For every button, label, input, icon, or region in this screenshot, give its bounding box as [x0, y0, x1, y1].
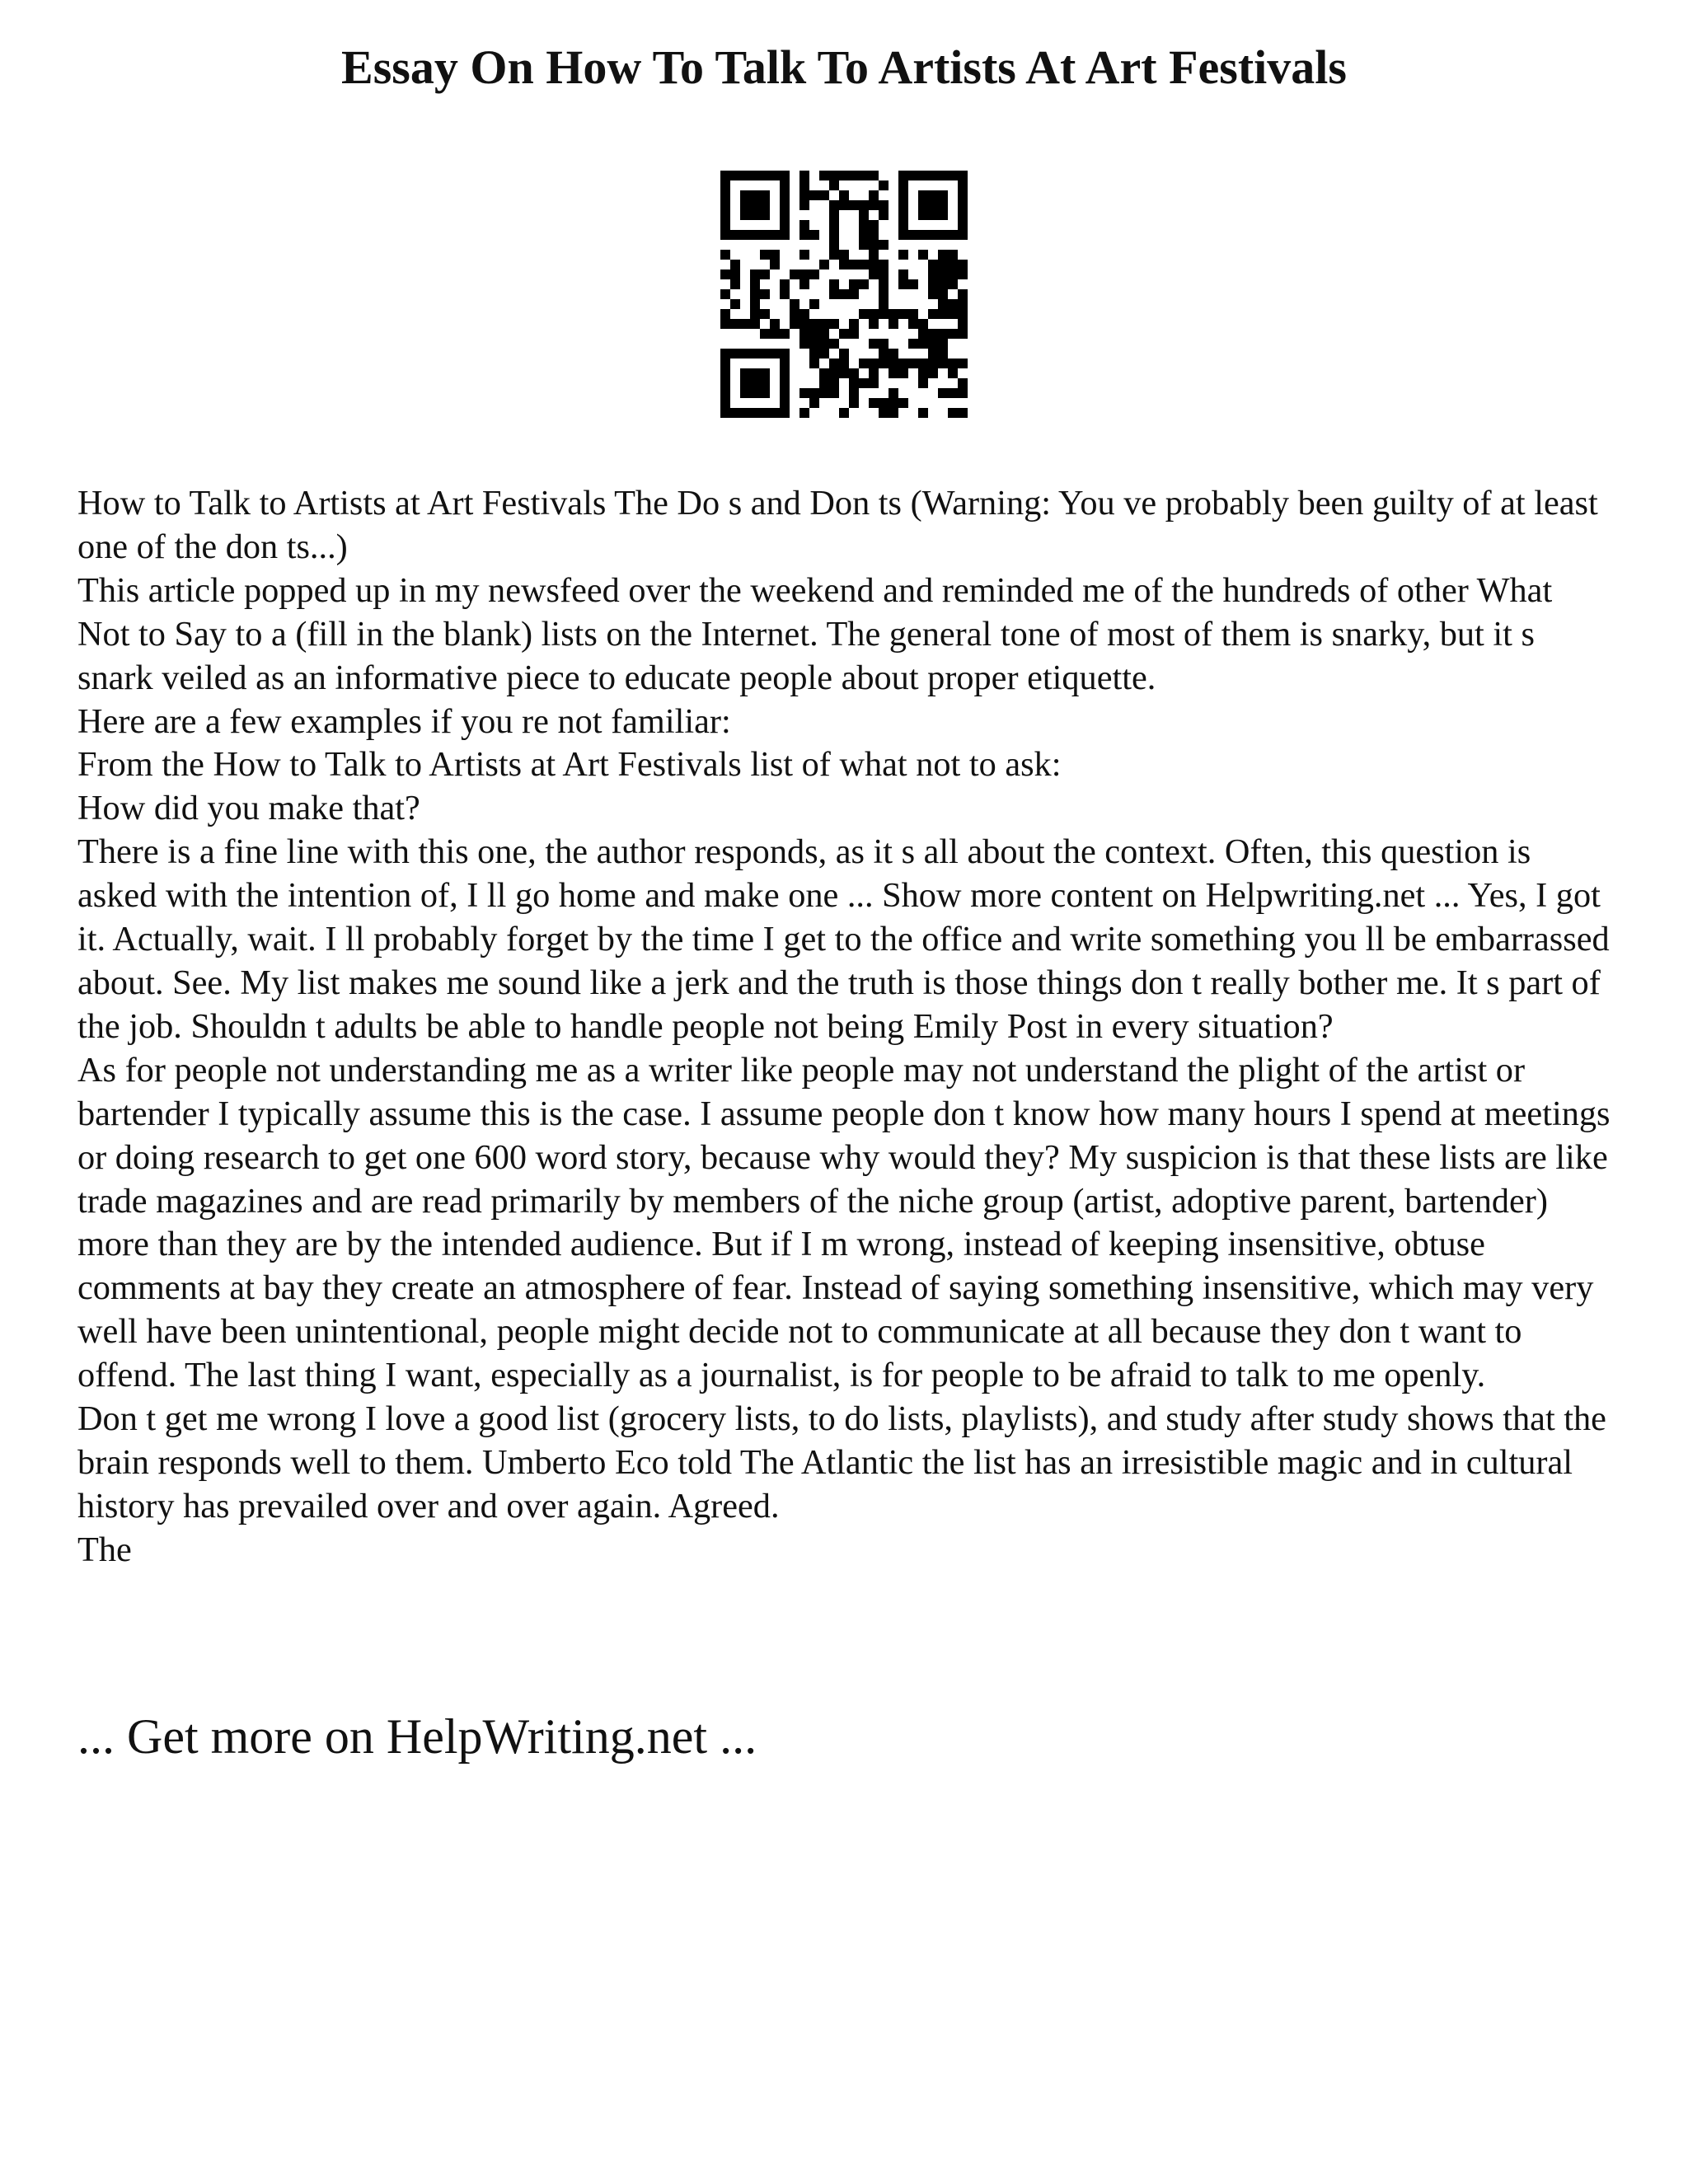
paragraph: As for people not understanding me as a writer like people may not understand the plight of the artist or bartender I typically assume this is the case. I assume people don t know how many hours I spend at meetings or doing research to get one 600 word story, because why would they? My suspicion is that these lists are like trade magazines and are read primarily by members of the niche group (artist, adoptive parent, bartender) more than they are by the intended audience. But if I m wrong, instead of keeping insensitive, obtuse comments at bay they create an atmosphere of fear. Instead of saying something insensitive, which may very well have been unintentional, people might decide not to communicate at all because they don t want to offend. The last thing I want, especially as a journalist, is for people to be afraid to talk to me openly.: [77, 1050, 1611, 1395]
paragraph: The: [77, 1530, 132, 1569]
paragraph: Don t get me wrong I love a good list (grocery lists, to do lists, playlists), and study after study shows that the brain responds well to them. Umberto Eco told The Atlantic the list has an irresistible magic and in cultural history has prevailed over and over again. Agreed.: [77, 1399, 1606, 1526]
paragraph: There is a fine line with this one, the author responds, as it s all about the context. Often, this question is asked with the intention of, I ll go home and make one ... Show more content on Helpwriting.net ... Yes, I got it. Actually, wait. I ll probably forget by the time I get to the office and write something you ll be embarrassed about. See. My list makes me sound like a jerk and the truth is those things don t really bother me. It s part of the job. Shouldn t adults be able to handle people not being Emily Post in every situation?: [77, 832, 1610, 1046]
paragraph: From the How to Talk to Artists at Art Festivals list of what not to ask:: [77, 745, 1062, 785]
essay-title: Essay On How To Talk To Artists At Art Festivals: [341, 40, 1347, 94]
paragraph: How did you make that?: [77, 789, 420, 828]
get-more-link[interactable]: ... Get more on HelpWriting.net ...: [77, 1709, 757, 1764]
qr-code-icon: [720, 171, 968, 418]
paragraph: This article popped up in my newsfeed over the weekend and reminded me of the hundreds of other What Not to Say to a (fill in the blank) lists on the Internet. The general tone of most of them is snarky, but it s snark veiled as an informative piece to educate people about proper etiquette.: [77, 570, 1553, 697]
paragraph: How to Talk to Artists at Art Festivals The Do s and Don ts (Warning: You ve probably been guilty of at least one of the don ts...): [77, 484, 1598, 566]
paragraph: Here are a few examples if you re not familiar:: [77, 701, 731, 741]
qr-code-graphic: [720, 171, 968, 418]
essay-body: [77, 482, 1611, 1572]
